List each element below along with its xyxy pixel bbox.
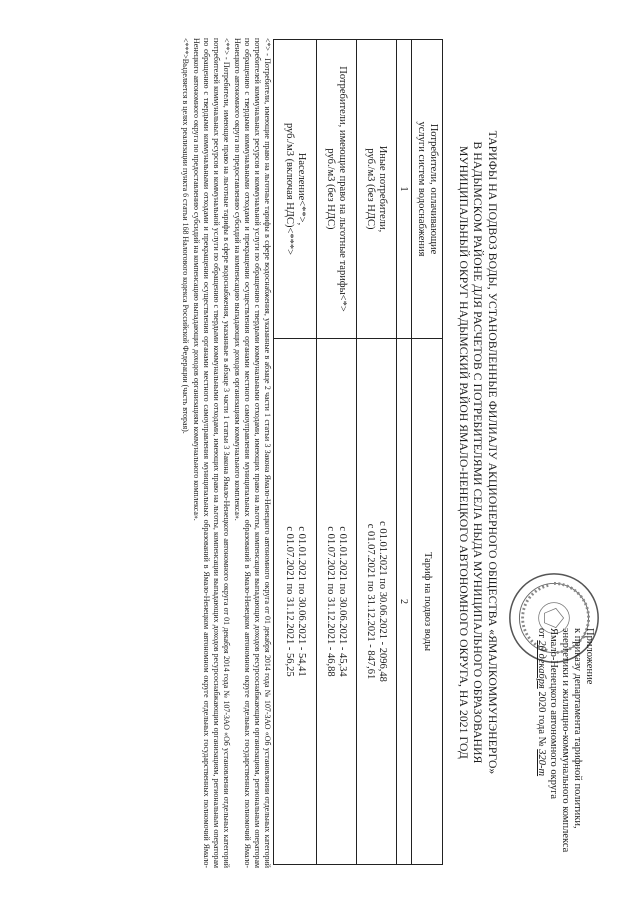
row-consumer-label: [274, 40, 317, 339]
tariff-period-second-half: с 01.07.2021 по 31.12.2021 - 56,25: [284, 526, 295, 677]
row-consumer-label: [357, 40, 397, 339]
column-number-2: 2: [397, 339, 412, 865]
row-label-line: Население<**>,: [296, 152, 307, 226]
approval-line-5: [535, 628, 547, 888]
footnote-2: <**> - Потребители, имеющие право на льготные тарифы в сфере водоснабжения, указанные в абзаце 3 части 1 статьи 3 Закона Ямало-Ненецкого автономного округа от 01 декабря 2014 года № 107-ЗАО «Об установлении отдельных категорий потребителей коммунальных ресурсов и коммунальной услуги по обращению с твердыми коммунальными отходами, имеющих право на льготы, компенсации выпадающих доходов ресурсоснабжающим организациям, региональным операторам по обращению с твердыми коммунальными отходами и прекращении осуществления органами местного самоуправления муниципальных образований в Ямало-Ненецком автономном округе отдельных государственных полномочий Ямало-Ненецкого автономного округа по предоставлению субсидий на компенсацию выпадающих доходов организациям коммунального комплекса».: [192, 38, 231, 868]
row-tariff-values: [274, 339, 317, 865]
table-row: [357, 40, 397, 865]
approval-date: 20 декабря: [536, 640, 547, 689]
approval-line-3: энергетики и жилищно-коммунального комплекса: [560, 628, 571, 853]
footnote-3: <***>Выделяется в целях реализации пункта 6 статьи 168 Налогового кодекса Российской Федерации (часть вторая).: [181, 38, 190, 434]
approval-line-1: Приложение: [584, 628, 595, 685]
table-header-row: [412, 40, 443, 865]
approval-order-number: 320-т: [536, 749, 547, 777]
row-tariff-values: [357, 339, 397, 865]
tariff-period-second-half: с 01.07.2021 по 31.12.2021 - 46,88: [325, 526, 337, 677]
title-line-1: ТАРИФЫ НА ПОДВОЗ ВОДЫ, УСТАНОВЛЕННЫЕ ФИЛИАЛУ АКЦИОНЕРНОГО ОБЩЕСТВА «ЯМАЛКОММУНЭНЕРГО»: [486, 130, 499, 775]
tariff-table: [273, 39, 443, 865]
row-label-line: руб./м3 (без НДС): [325, 148, 337, 230]
row-label-line: Потребители, имеющие право на льготные тарифы<*>: [337, 66, 349, 312]
tariff-period-first-half: с 01.01.2021 по 30.06.2021 - 54,41: [296, 526, 307, 677]
footnotes: [179, 38, 272, 868]
document-title: [456, 15, 500, 890]
header-tariff: Тариф на подвоз воды: [412, 339, 443, 865]
row-tariff-values: [317, 339, 357, 865]
tariff-period-first-half: с 01.01.2021 по 30.06.2021 - 45,34: [337, 526, 349, 677]
title-line-2: В НАДЫМСКОМ РАЙОНЕ ДЛЯ РАСЧЕТОВ С ПОТРЕБИТЕЛЯМИ СЕЛА НЫДА МУНИЦИПАЛЬНОГО ОБРАЗОВАНИЯ: [471, 141, 485, 764]
table-row: [274, 40, 317, 865]
footnote-1: <*> - Потребители, имеющие право на льготные тарифы в сфере водоснабжения, указанные в абзаце 2 части 1 статьи 3 Закона Ямало-Ненецкого автономного округа от 01 декабря 2014 года № 107-ЗАО «Об установлении отдельных категорий потребителей коммунальных ресурсов и коммунальной услуги по обращению с твердыми коммунальными отходами, имеющих право на льготы, компенсации выпадающих доходов ресурсоснабжающим организациям, региональным операторам по обращению с твердыми коммунальными отходами и прекращении осуществления органами местного самоуправления муниципальных образований в Ямало-Ненецком автономном округе отдельных государственных полномочий Ямало-Ненецкого автономного округа по предоставлению субсидий на компенсацию выпадающих доходов организациям коммунального комплекса».: [233, 38, 272, 868]
approval-line-4: Ямало-Ненецкого автономного округа: [548, 628, 559, 800]
row-label-line: Иные потребители,: [377, 145, 389, 233]
header-consumers: [412, 40, 443, 339]
approval-year: 2020 года №: [536, 691, 547, 747]
tariff-period-first-half: с 01.01.2021 по 30.06.2021 - 2096,48: [377, 521, 389, 682]
table-row: [317, 40, 357, 865]
row-label-line: руб./м3 (без НДС): [365, 148, 377, 230]
approval-date-prefix: от: [536, 628, 547, 638]
tariff-period-second-half: с 01.07.2021 по 31.12.2021 - 847,61: [365, 523, 377, 680]
header-consumers-line-1: Потребители, оплачивающие: [428, 123, 439, 255]
column-number-1: 1: [397, 40, 412, 339]
row-consumer-label: [317, 40, 357, 339]
header-consumers-line-2: услуги систем водоснабжения: [416, 121, 427, 257]
approval-line-2: к приказу департамента тарифной политики,: [572, 628, 583, 829]
approval-block: [535, 628, 595, 888]
title-line-3: МУНИЦИПАЛЬНЫЙ ОКРУГ НАДЫМСКИЙ РАЙОН ЯМАЛО-НЕНЕЦКОГО АВТОНОМНОГО ОКРУГА, НА 2021 ГОД: [457, 146, 470, 759]
table-number-row: [397, 40, 412, 865]
row-label-line: руб./м3 (включая НДС)<***>: [284, 122, 295, 256]
